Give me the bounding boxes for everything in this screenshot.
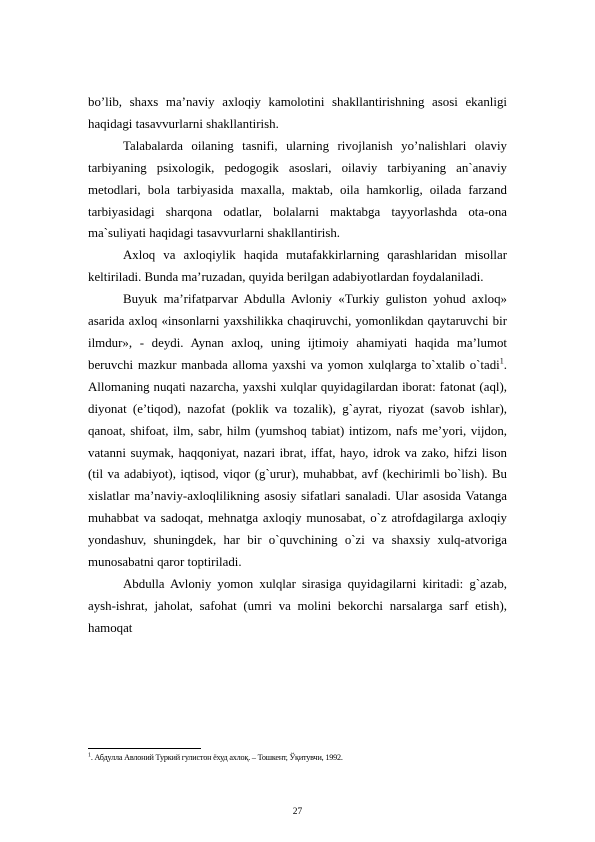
paragraph-4	[88, 289, 507, 574]
paragraph-5: Abdulla Avloniy yomon xulqlar sirasiga quyidagilarni kiritadi: g`azab, aysh-ishrat, jaholat, safohat (umri va molini bekorchi narsalarga sarf etish), hamoqat	[88, 576, 507, 635]
paragraph-1: bo’lib, shaxs ma’naviy axloqiy kamolotini shakllantirishning asosi ekanligi haqidagi tasavvurlarni shakllantirish.	[88, 95, 507, 131]
footnote-reference[interactable]: 1	[499, 356, 504, 366]
paragraph-4-text-after: . Allomaning nuqati nazarcha, yaxshi xulqlar quyidagilardan iborat: fatonat (aql), diyonat (e’tiqod), nazofat (poklik va tozalik), g`ayrat, riyozat (savob ishlar), qanoat, shifoat, ilm, sabr, hilm (yumshoq tabiat) intizom, nafs me’yori, vijdon, vatanni suymak, haqqoniyat, nazari ibrat, iffat, hayo, idrok va zako, hifzi lison (til va adabiyot), iqtisod, viqor (g`urur), muhabbat, avf (kechirimli bo`lish). Bu xislatlar ma’naviy-axloqlilikning asosiy sifatlari sanaladi. Ular asosida Vatanga muhabbat va sadoqat, mehnatga axloqiy munosabat, o`z atrofdagilarga axloqiy yondashuv, shuningdek, har bir o`quvchining o`zi va shaxsiy xulq-atvoriga munosabatni qaror toptiriladi.	[88, 357, 507, 570]
paragraph-4-text-before: Buyuk ma’rifatparvar Abdulla Avloniy «Turkiy guliston yohud axloq» asarida axloq «insonlarni yaxshilikka chaqiruvchi, yomonlikdan qaytaruvchi bir ilmdur», - deydi. Aynan axloq, uning ijtimoiy ahamiyati haqida ma’lumot beruvchi mazkur manbada alloma yaxshi va yomon xulqlarga to`xtalib o`tadi	[88, 292, 507, 372]
paragraph-2: Talabalarda oilaning tasnifi, ularning rivojlanish yo’nalishlari olaviy tarbiyaning psixologik, pedogogik asoslari, oilaviy tarbiyaning an`anaviy metodlari, bola tarbiyasida maxalla, maktab, oila hamkorlig, oilada farzand tarbiyasidagi sharqona odatlar, bolalarni maktabga tayyorlashda ota-ona ma`suliyati haqidagi tasavvurlarni shakllantirish.	[88, 138, 507, 241]
footnote-mark: 1	[88, 752, 91, 759]
footnote	[88, 752, 507, 763]
paragraph-3: Axloq va axloqiylik haqida mutafakkirlarning qarashlaridan misollar keltiriladi. Bunda ma’ruzadan, quyida berilgan adabiyotlardan foydalaniladi.	[88, 248, 507, 285]
footnote-separator	[88, 748, 201, 749]
footnote-text: . Абдулла Авлоний Туркий гулистон ёхуд ахлоқ. – Тошкент, Ўқитувчи, 1992.	[90, 753, 343, 762]
page-number: 27	[292, 807, 303, 817]
body-text	[88, 92, 507, 640]
